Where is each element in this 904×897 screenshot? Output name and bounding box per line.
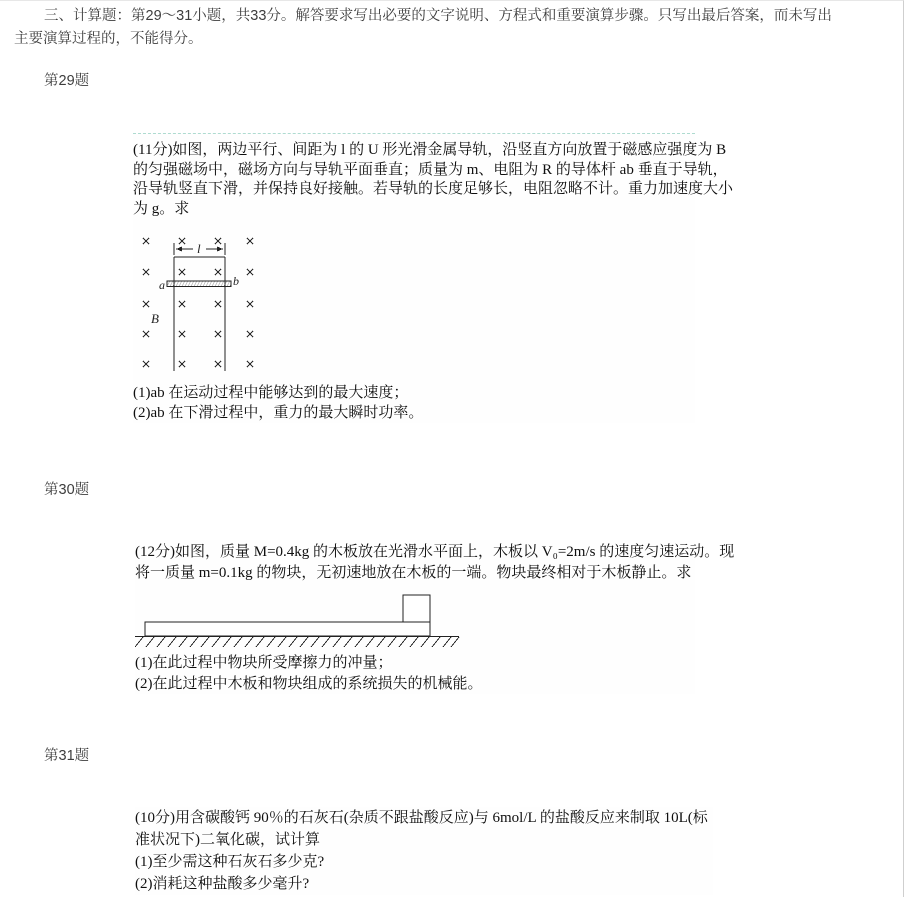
conductor-rod-ab [167, 281, 231, 287]
question-29-label: 第29题 [44, 73, 90, 89]
question-29-sub2: (2)ab 在下滑过程中，重力的最大瞬时功率。 [133, 404, 424, 421]
rod-end-a-label: a [159, 278, 165, 292]
question-29-subquestions [133, 384, 695, 423]
question-30-label: 第30题 [44, 482, 90, 498]
question-29-text-line: 为 g。求 [133, 200, 190, 217]
question-31-sub1: (1)至少需这种石灰石多少克? [135, 854, 325, 870]
question-30-text-line: 将一质量 m=0.1kg 的物块，无初速地放在木板的一端。物块最终相对于木板静止。求 [135, 564, 692, 581]
question-29-text-line: 的匀强磁场中，磁场方向与导轨平面垂直；质量为 m、电阻为 R 的导体杆 ab 垂直于导轨， [133, 161, 728, 178]
question-29-block [133, 133, 734, 423]
ground-hatching [135, 637, 459, 648]
section-header-line2: 主要演算过程的，不能得分。 [14, 31, 203, 47]
question-30-subquestions [135, 653, 695, 694]
question-31-text-line: 准状况下)二氧化碳，试计算 [135, 832, 320, 848]
question-30-text-line: (12分)如图，质量 M=0.4kg 的木板放在光滑水平面上，木板以 V₀=2m/s 的速度匀速运动。现 [135, 544, 735, 560]
question-31-text-line: (10分)用含碳酸钙 90％的石灰石(杂质不跟盐酸反应)与 6mol/L 的盐酸反应来制取 10L(标 [135, 810, 708, 826]
question-31-sub2: (2)消耗这种盐酸多少毫升? [135, 876, 310, 892]
question-29-text-line: 沿导轨竖直下滑，并保持良好接触。若导轨的长度足够长，电阻忽略不计。重力加速度大小 [133, 181, 734, 197]
question-29-text-line: (11分)如图，两边平行、间距为 l 的 U 形光滑金属导轨，沿竖直方向放置于磁感应强度为 B [133, 142, 727, 158]
block-rect [403, 595, 430, 622]
question-30-sub1: (1)在此过程中物块所受摩擦力的冲量； [135, 655, 393, 671]
question-29-sub1: (1)ab 在运动过程中能够达到的最大速度； [133, 385, 409, 401]
rail-magnetic-field-diagram [137, 231, 303, 379]
question-31-block [135, 807, 713, 895]
u-shaped-rails [174, 257, 225, 371]
magnetic-field-label: B [151, 311, 159, 326]
board-rect [145, 622, 430, 636]
section-header-line1: 三、计算题：第29～31小题，共33分。解答要求写出必要的文字说明、方程式和重要演算步骤。只写出最后答案，而未写出 [44, 8, 832, 24]
question-30-block [135, 540, 735, 694]
section-header [14, 5, 890, 51]
board-and-block-diagram [135, 591, 465, 649]
question-31-label: 第31题 [44, 748, 90, 764]
rod-end-b-label: b [233, 274, 239, 288]
rail-width-label: l [197, 241, 201, 256]
question-30-sub2: (2)在此过程中木板和物块组成的系统损失的机械能。 [135, 675, 483, 692]
